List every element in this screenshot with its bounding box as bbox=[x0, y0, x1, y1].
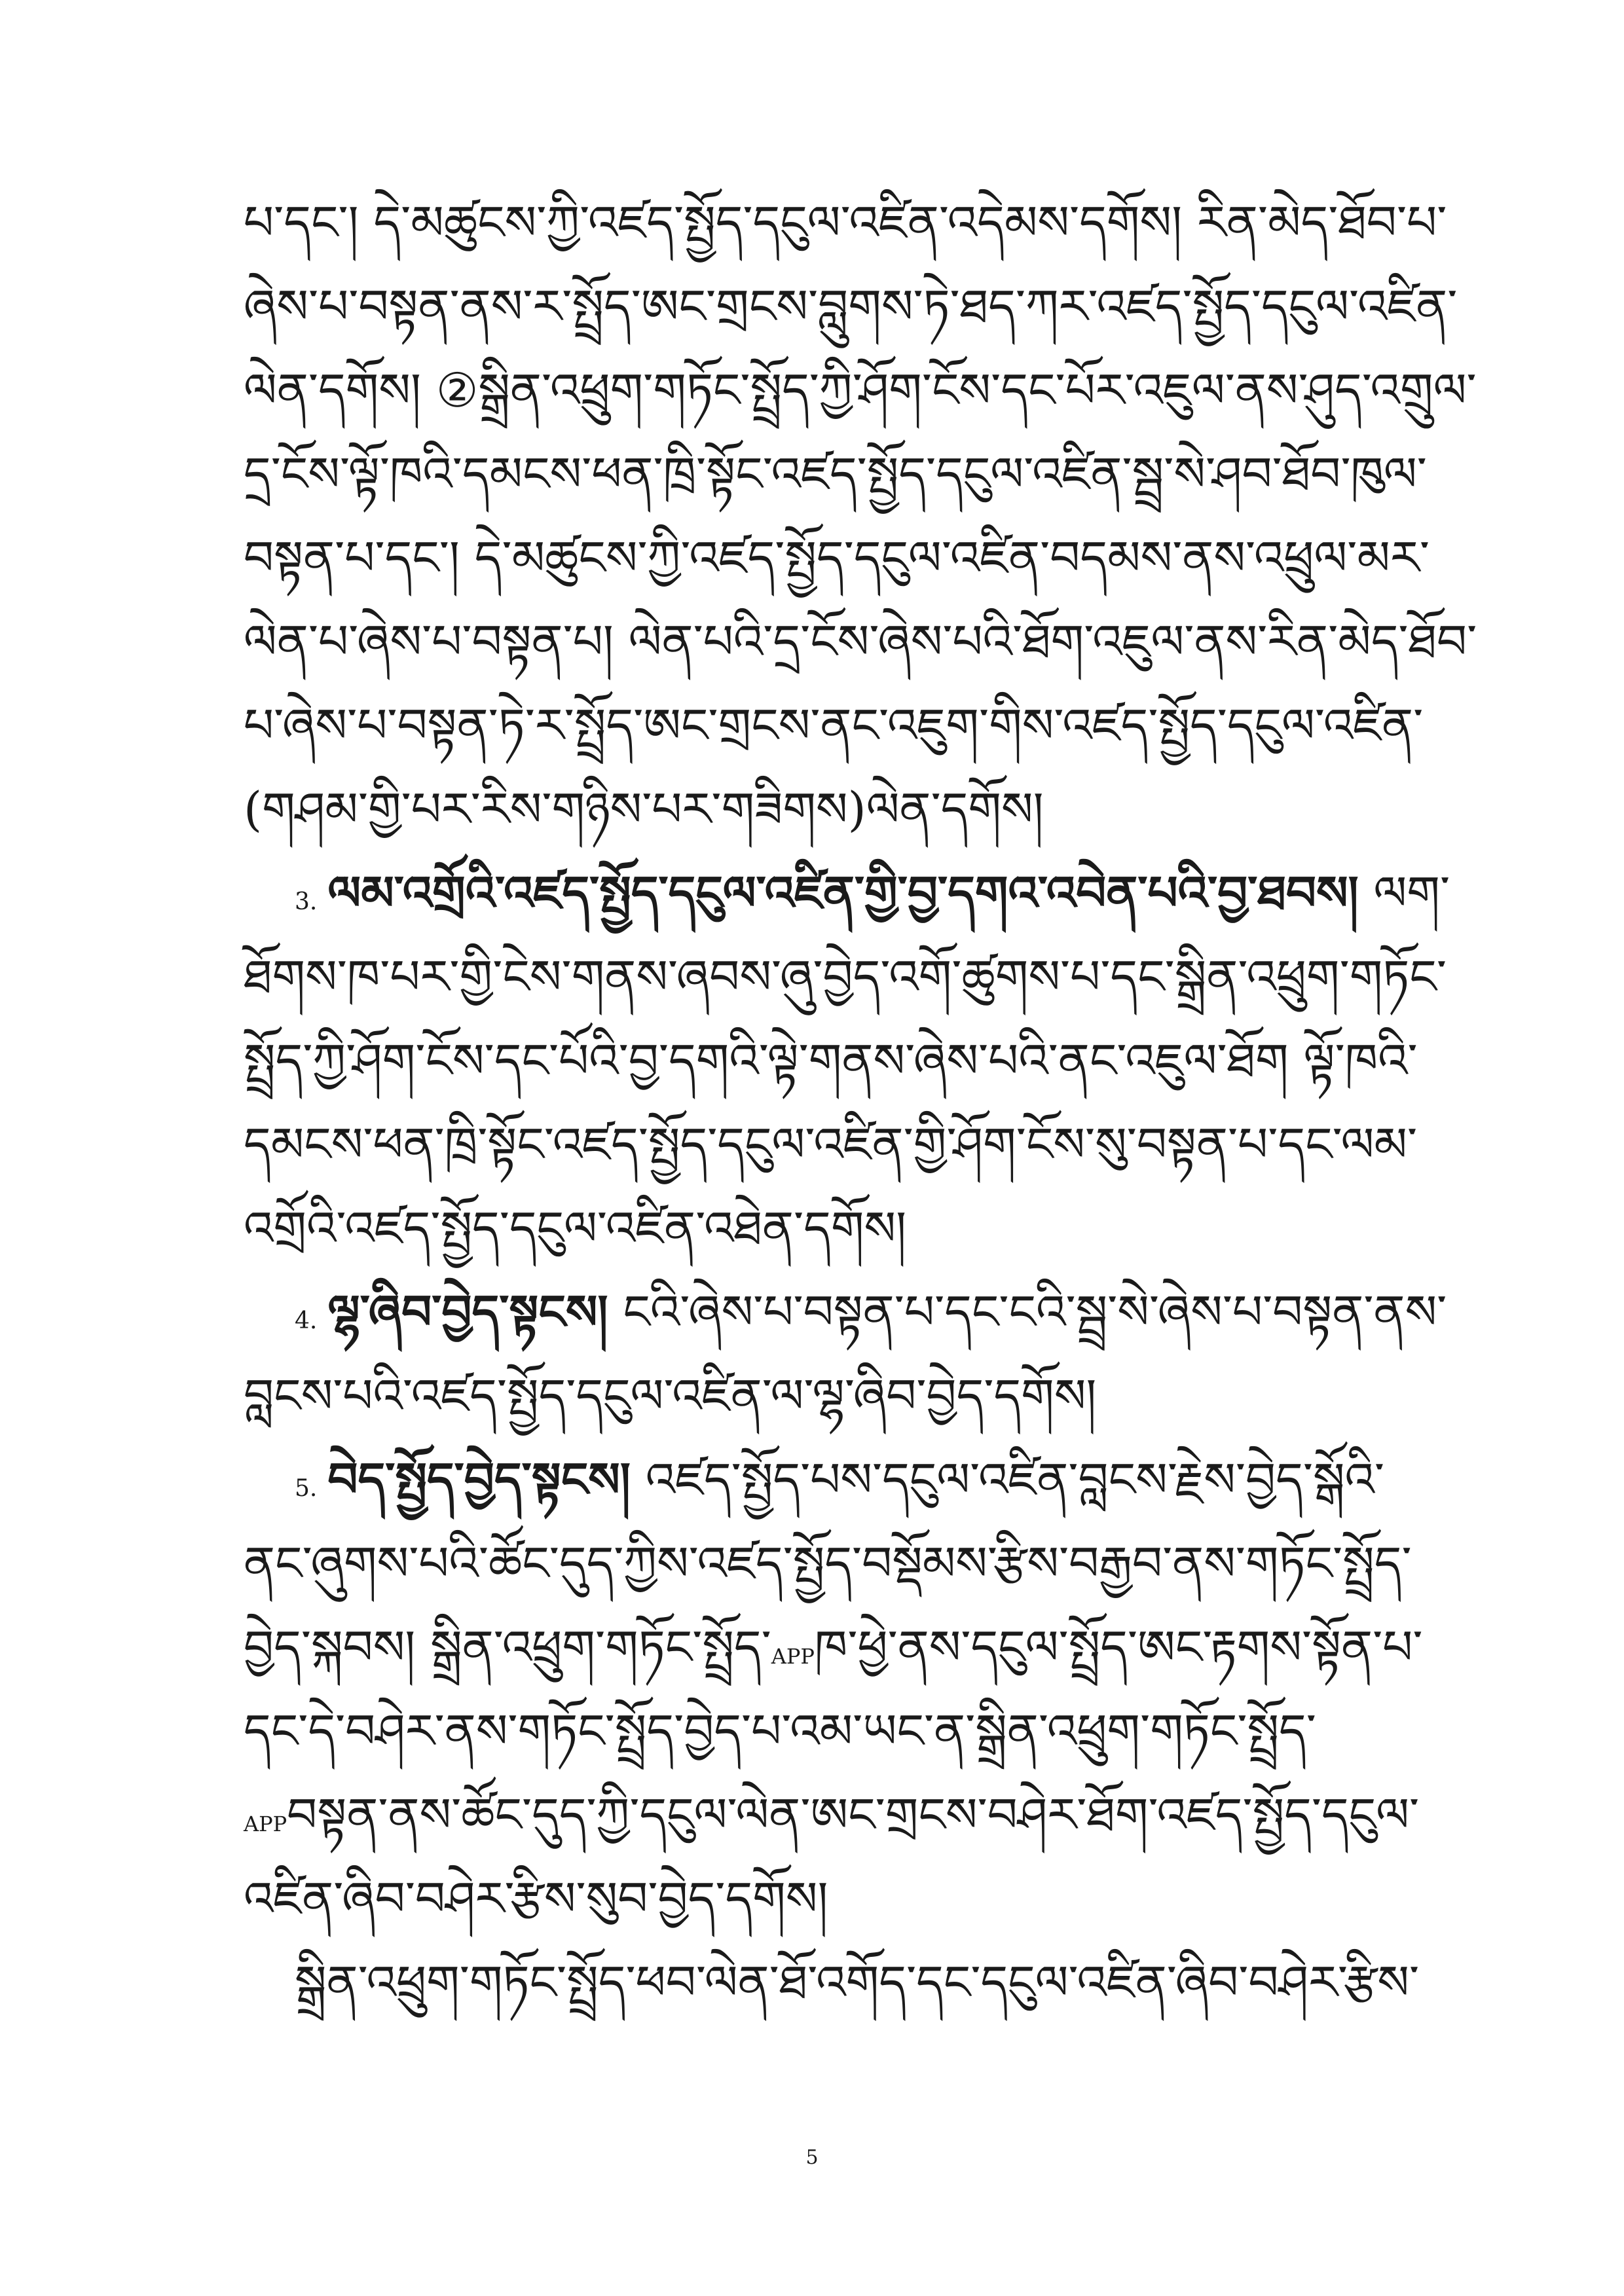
section-3-heading: ལམ་འགྲོའི་འཛད་སྤྱོད་དངུལ་འཛིན་གྱི་བྱ་དགའ་འབེན་པའི་བྱ་ཐབས། bbox=[327, 865, 1359, 920]
section-number-3: 3. bbox=[295, 888, 318, 915]
section-4-heading-continuation: ངའི་ཞེས་པ་བསྟན་པ་དང་ངའི་སྦྲ་སེ་ཞེས་པ་བསྟན་ནས་ bbox=[623, 1285, 1447, 1339]
text-line-19: དང་དེ་བཤེར་ནས་གཏོང་སྤྲོད་བྱེད་པ་འམ་ཡང་ན་སྒྲིན་འཕྲུག་གཏོང་སྤྲོད་ bbox=[244, 1704, 1316, 1758]
text-line-5: བསྟན་པ་དང་། དེ་མཚུངས་ཀྱི་འཛད་སྤྱོད་དངུལ་འཛིན་བདམས་ནས་འཕྲུལ་མར་ bbox=[244, 530, 1430, 585]
text-line-12: དམངས་ཕན་ཁྲི་སྟོང་འཛད་སྤྱོད་དངུལ་འཛིན་གྱི་ཤོག་ངོས་སུ་བསྟན་པ་དང་ལམ་ bbox=[244, 1117, 1418, 1172]
text-line-20 bbox=[244, 1779, 1420, 1851]
text-line-10: ཐོགས་ཁ་པར་གྱི་ངེས་གནས་ཞབས་ཞུ་བྱེད་འགོ་ཚུགས་པ་དང་སྒྲིན་འཕྲུག་གཏོང་ bbox=[244, 949, 1447, 1004]
text-line-13: འགྲོའི་འཛད་སྤྱོད་དངུལ་འཛིན་འཐེན་དགོས། bbox=[244, 1201, 907, 1256]
text-line-2: ཞེས་པ་བསྟན་ནས་ར་སྤྲོད་ཨང་གྲངས་བླུགས་ཏེ་ཐད་ཀར་འཛད་སྤྱོད་དངུལ་འཛིན་ bbox=[244, 279, 1458, 334]
text-line-22: སྒྲིན་འཕྲུག་གཏོང་སྤྲོད་ཕབ་ལེན་ཐོ་འགོད་དང་དངུལ་འཛིན་ཞིབ་བཤེར་རྩིས་ bbox=[295, 1955, 1420, 2010]
section-3-heading-continuation: ལག་ bbox=[1373, 866, 1450, 920]
text-line-11: སྤྲོད་ཀྱི་ཤོག་ངོས་དང་པོའི་བྱ་དགའི་ལྟེ་གནས་ཞེས་པའི་ནང་འཇུལ་ཐོག ལྟོ་ཁའི་ bbox=[244, 1033, 1418, 1088]
text-line-18-start: བྱེད་སྐབས། སྒྲིན་འཕྲུག་གཏོང་སྤྲོད་ bbox=[244, 1620, 771, 1675]
page-number: 5 bbox=[805, 2146, 819, 2169]
text-line-18 bbox=[244, 1611, 1423, 1683]
section-5-heading: བེད་སྤྱོད་བྱེད་སྟངས། bbox=[327, 1451, 631, 1507]
text-line-3: ལེན་དགོས། ②སྒྲིན་འཕྲུག་གཏོང་སྤྲོད་ཀྱི་ཤོག་ངོས་དང་པོར་འཇུལ་ནས་ཤུད་འགྲུལ་ bbox=[244, 363, 1477, 418]
section-4-heading: ལྷ་ཞིབ་བྱེད་སྟངས། bbox=[327, 1284, 608, 1339]
text-line-18-end: ཁ་ཕྱེ་ནས་དངུལ་སྤྲོད་ཨང་རྟགས་སྟོན་པ་ bbox=[814, 1620, 1423, 1675]
text-line-8: (གཤམ་གྱི་པར་རིས་གཉིས་པར་གཟིགས)ལེན་དགོས། bbox=[244, 782, 1044, 837]
section-5-heading-continuation: འཛད་སྤྱོད་པས་དངུལ་འཛིན་བླངས་རྗེས་བྱེད་སྒོའི་ bbox=[645, 1452, 1385, 1507]
text-line-15: བླངས་པའི་འཛད་སྤྱོད་དངུལ་འཛིན་ལ་ལྷ་ཞིབ་བྱེད་དགོས། bbox=[244, 1368, 1097, 1423]
text-line-1: པ་དང་། དེ་མཚུངས་ཀྱི་འཛད་སྤྱོད་དངུལ་འཛིན་འདེམས་དགོས། རིན་མེད་ཐོབ་པ་ bbox=[244, 195, 1447, 250]
section-4-heading-line bbox=[295, 1276, 1447, 1348]
section-number-5: 5. bbox=[295, 1475, 318, 1502]
app-label-1: APP bbox=[771, 1644, 815, 1669]
text-line-20-rest: བསྟན་ནས་ཚོང་དུད་ཀྱི་དངུལ་ལེན་ཨང་གྲངས་བཤེར་ཐོག་འཛད་སྤྱོད་དངུལ་ bbox=[287, 1787, 1420, 1842]
text-line-6: ལེན་པ་ཞེས་པ་བསྟན་པ། ལེན་པའི་དྲ་ངོས་ཞེས་པའི་ཐོག་འཇུལ་ནས་རིན་མེད་ཐོབ་ bbox=[244, 614, 1477, 669]
section-3-heading-line bbox=[295, 857, 1450, 929]
app-label-2: APP bbox=[244, 1812, 287, 1836]
text-line-4: དྲ་ངོས་ལྟོ་ཁའི་དམངས་ཕན་ཁྲི་སྟོང་འཛད་སྤྱོད་དངུལ་འཛིན་སྦྲ་སེ་ཤབ་ཐོབ་ཁུལ་ bbox=[244, 446, 1427, 501]
section-number-4: 4. bbox=[295, 1307, 318, 1334]
section-5-heading-line bbox=[295, 1444, 1383, 1516]
text-line-21: འཛིན་ཞིབ་བཤེར་རྩིས་སུབ་བྱེད་དགོས། bbox=[244, 1871, 828, 1926]
text-line-7: པ་ཞེས་པ་བསྟན་ཏེ་ར་སྤྲོད་ཨང་གྲངས་ནང་འཇུག་གིས་འཛད་སྤྱོད་དངུལ་འཛིན་ bbox=[244, 698, 1424, 753]
text-line-17: ནང་ཞུགས་པའི་ཚོང་དུད་ཀྱིས་འཛད་སྤྱོད་བསྡོམས་རྩིས་བརྒྱབ་ནས་གཏོང་སྤྲོད་ bbox=[244, 1536, 1412, 1591]
